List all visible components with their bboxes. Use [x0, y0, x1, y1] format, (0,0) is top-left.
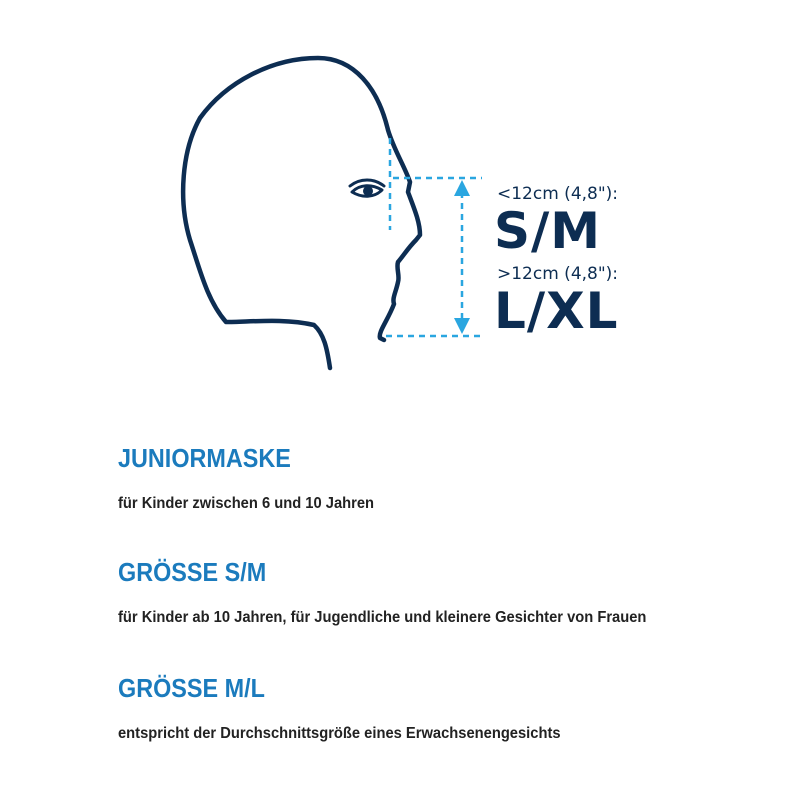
pupil-icon — [363, 186, 373, 196]
arrow-up-icon — [454, 180, 470, 196]
size-small-note: <12cm (4,8"): — [497, 184, 619, 204]
section-text-junior: für Kinder zwischen 6 und 10 Jahren — [118, 495, 375, 512]
section-title-ml: GRÖSSE M/L — [118, 673, 265, 703]
arrow-down-icon — [454, 318, 470, 334]
size-small-label: S/M — [494, 202, 602, 260]
head-outline — [183, 58, 420, 368]
section-text-sm: für Kinder ab 10 Jahren, für Jugendliche und kleinere Gesichter von Frauen — [118, 609, 647, 626]
section-title-sm: GRÖSSE S/M — [118, 557, 267, 587]
section-text-ml: entspricht der Durchschnittsgröße eines Erwachsenengesichts — [118, 725, 561, 742]
size-large-label: L/XL — [494, 282, 619, 340]
section-title-junior: JUNIORMASKE — [118, 443, 291, 473]
size-large-note: >12cm (4,8"): — [497, 264, 619, 284]
